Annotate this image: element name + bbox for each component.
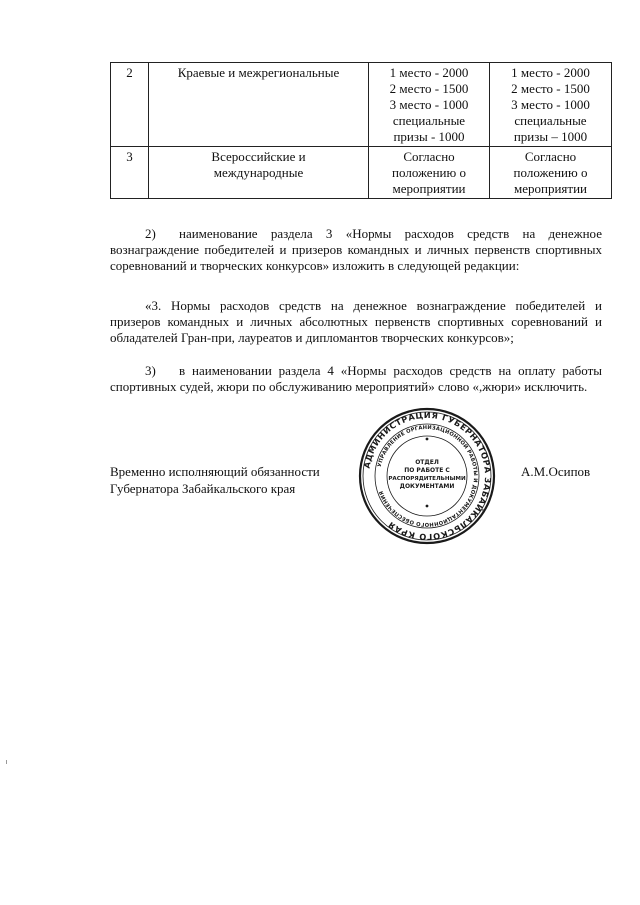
seal-inner-text: УПРАВЛЕНИЕ ОРГАНИЗАЦИОННОЙ РАБОТЫ И ДОКУМЕНТАЦИОННОГО ОБЕСПЕЧЕНИЯ (376, 424, 479, 528)
prize-amount-cell (369, 63, 490, 147)
seal-center-line-4: ДОКУМЕНТАМИ (399, 483, 455, 490)
cell-line: Согласно (524, 149, 577, 164)
signatory-position-line-2: Губернатора Забайкальского края (110, 481, 296, 496)
item-3-number: 3) (145, 363, 156, 378)
cell-line: положению о (392, 165, 466, 180)
prize-amount-cell (369, 147, 490, 199)
cell-line: мероприятии (514, 181, 587, 196)
awards-table-body (111, 63, 612, 199)
row-number-cell: 3 (111, 147, 149, 199)
item-3-paragraph (110, 363, 602, 395)
cell-line: 2 место - 1500 (511, 81, 590, 96)
cell-line: Краевые и межрегиональные (177, 65, 340, 80)
table-row (111, 147, 612, 199)
cell-line: 2 место - 1500 (389, 81, 469, 96)
signatory-name: А.М.Осипов (521, 464, 591, 479)
seal-center-line-2: ПО РАБОТЕ С (404, 467, 450, 474)
table-row (111, 63, 612, 147)
official-seal (357, 406, 497, 546)
cell-line: 3 место - 1000 (389, 97, 469, 112)
awards-table (110, 62, 612, 199)
signatory-position (110, 463, 320, 497)
cell-line: международные (213, 165, 304, 180)
prize-amount-cell (490, 63, 612, 147)
item-2-text: наименование раздела 3 «Нормы расходов средств на денежное вознаграждение победителей и призеров командных и личных первенств спортивных соревнований и творческих конкурсов» изложить в следующей редакции: (110, 226, 602, 273)
cell-line: Всероссийские и (211, 149, 306, 164)
signatory-position-line-1: Временно исполняющий обязанности (110, 464, 320, 479)
seal-dot-icon (426, 505, 429, 508)
seal-center-line-1: ОТДЕЛ (415, 459, 439, 466)
cell-line: специальные (514, 113, 587, 128)
seal-center-line-3: РАСПОРЯДИТЕЛЬНЫМИ (388, 476, 466, 482)
cell-line: призы - 1000 (393, 129, 465, 144)
item-3-text: в наименовании раздела 4 «Нормы расходов средств на оплату работы спортивных судей, жюри по обслуживанию мероприятий» слово «,жюри» исключить. (110, 363, 602, 394)
cell-line: призы – 1000 (513, 129, 588, 144)
cell-line: положению о (513, 165, 588, 180)
cell-line: 3 место - 1000 (511, 97, 590, 112)
row-number-cell: 2 (111, 63, 149, 147)
cell-line: специальные (392, 113, 466, 128)
seal-outer-text: АДМИНИСТРАЦИЯ ГУБЕРНАТОРА ЗАБАЙКАЛЬСКОГО КРАЯ (361, 409, 494, 543)
scan-edge-mark (6, 760, 7, 764)
seal-dot-icon (426, 438, 429, 441)
item-2-paragraph (110, 226, 602, 274)
competition-level-cell (149, 63, 369, 147)
item-2-number: 2) (145, 226, 156, 241)
cell-line: Согласно (403, 149, 455, 164)
cell-line: мероприятии (392, 181, 466, 196)
cell-line: 1 место - 2000 (511, 65, 590, 80)
item-2-quote (110, 298, 602, 346)
item-2-quote-text: «3. Нормы расходов средств на денежное вознаграждение победителей и призеров командных и личных абсолютных первенств спортивных соревнований и обладателей Гран-при, лауреатов и дипломантов творческих конкурсов»; (110, 298, 602, 345)
cell-line: 1 место - 2000 (389, 65, 469, 80)
prize-amount-cell (490, 147, 612, 199)
competition-level-cell (149, 147, 369, 199)
